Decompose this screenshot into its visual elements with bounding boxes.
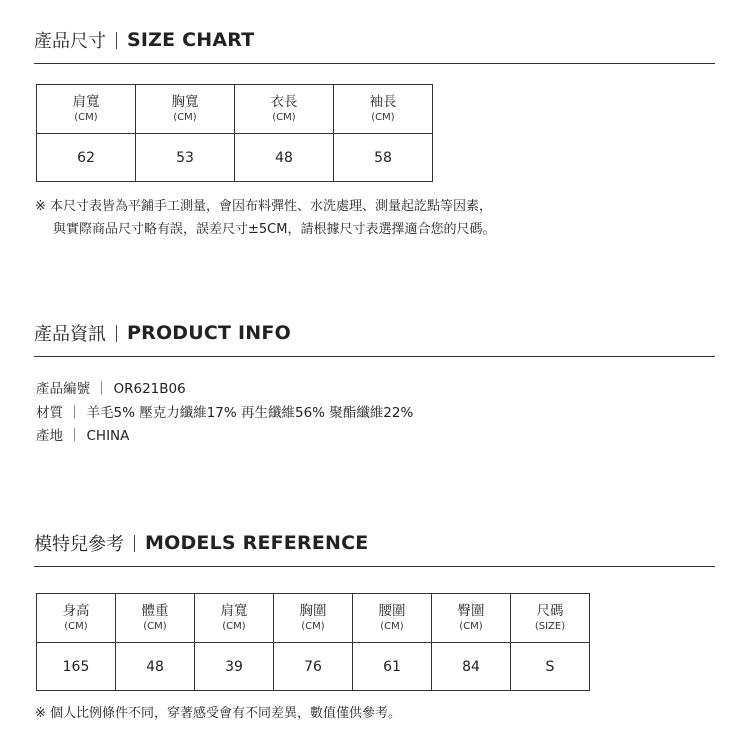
value-cell: 62 xyxy=(37,134,136,182)
table-header-row xyxy=(37,85,433,134)
note-line-1: ※ 本尺寸表皆為平鋪手工測量，會因布料彈性、水洗處理、測量起訖點等因素， xyxy=(35,199,493,214)
value-cell: 61 xyxy=(353,643,432,691)
models-reference-section xyxy=(34,528,715,567)
header-cell xyxy=(195,594,274,643)
header-unit: (CM) xyxy=(74,111,98,123)
table-value-row xyxy=(37,643,590,691)
info-row-origin xyxy=(36,425,413,449)
size-chart-table xyxy=(36,84,433,182)
header-unit: (CM) xyxy=(380,620,404,632)
value-cell: 84 xyxy=(432,643,511,691)
size-chart-title-zh: 產品尺寸 xyxy=(34,31,106,52)
models-reference-title xyxy=(34,528,715,558)
size-chart-title-en: SIZE CHART xyxy=(127,29,255,51)
value-cell: 48 xyxy=(235,134,334,182)
table-header-row xyxy=(37,594,590,643)
info-separator: ｜ xyxy=(68,428,82,444)
value-cell: 165 xyxy=(37,643,116,691)
models-reference-title-en: MODELS REFERENCE xyxy=(145,532,369,554)
header-label: 袖長 xyxy=(369,93,397,110)
header-cell xyxy=(116,594,195,643)
header-unit: (CM) xyxy=(222,620,246,632)
product-info-title-en: PRODUCT INFO xyxy=(127,322,291,344)
title-divider xyxy=(134,535,135,552)
size-chart-section xyxy=(34,25,715,64)
header-unit: (CM) xyxy=(64,620,88,632)
value-cell: 53 xyxy=(136,134,235,182)
product-info-title xyxy=(34,318,715,348)
header-cell xyxy=(353,594,432,643)
section-rule xyxy=(34,566,715,567)
header-cell xyxy=(37,85,136,134)
header-cell xyxy=(136,85,235,134)
header-unit: (SIZE) xyxy=(534,620,566,632)
info-label: 產地 xyxy=(36,428,63,444)
section-rule xyxy=(34,356,715,357)
title-divider xyxy=(116,32,117,49)
info-row-material xyxy=(36,402,413,426)
models-reference-note xyxy=(35,702,401,725)
header-label: 臀圍 xyxy=(457,602,485,619)
info-label: 產品編號 xyxy=(36,381,90,397)
header-cell xyxy=(432,594,511,643)
value-cell: 58 xyxy=(334,134,433,182)
header-unit: (CM) xyxy=(459,620,483,632)
header-label: 肩寬 xyxy=(72,93,100,110)
header-cell xyxy=(334,85,433,134)
header-label: 身高 xyxy=(62,602,90,619)
header-label: 腰圍 xyxy=(378,602,406,619)
models-reference-title-zh: 模特兒參考 xyxy=(34,534,124,555)
note-line-2: 與實際商品尺寸略有誤，誤差尺寸±5CM，請根據尺寸表選擇適合您的尺碼。 xyxy=(53,222,496,237)
section-rule xyxy=(34,63,715,64)
info-value: 羊毛5% 壓克力纖維17% 再生纖維56% 聚酯纖維22% xyxy=(86,404,414,421)
value-cell: 76 xyxy=(274,643,353,691)
info-separator: ｜ xyxy=(68,404,82,421)
header-unit: (CM) xyxy=(143,620,167,632)
info-row-product-code xyxy=(36,378,413,402)
header-cell xyxy=(274,594,353,643)
header-label: 胸寬 xyxy=(171,93,199,110)
value-cell: 48 xyxy=(116,643,195,691)
header-cell xyxy=(37,594,116,643)
header-label: 胸圍 xyxy=(299,602,327,619)
header-label: 尺碼 xyxy=(536,602,564,619)
value-cell: S xyxy=(511,643,590,691)
header-cell xyxy=(235,85,334,134)
info-value: CHINA xyxy=(86,428,130,444)
info-value: OR621B06 xyxy=(113,381,186,397)
header-label: 衣長 xyxy=(270,93,298,110)
product-info-section xyxy=(34,318,715,357)
size-chart-title xyxy=(34,25,715,55)
header-unit: (CM) xyxy=(173,111,197,123)
header-label: 肩寬 xyxy=(220,602,248,619)
value-cell: 39 xyxy=(195,643,274,691)
header-cell xyxy=(511,594,590,643)
header-unit: (CM) xyxy=(301,620,325,632)
header-unit: (CM) xyxy=(272,111,296,123)
product-info-list xyxy=(36,378,413,449)
note-line: ※ 個人比例條件不同，穿著感受會有不同差異，數值僅供參考。 xyxy=(35,706,402,721)
table-value-row xyxy=(37,134,433,182)
info-label: 材質 xyxy=(36,404,63,421)
size-chart-note xyxy=(35,195,495,241)
info-separator: ｜ xyxy=(95,381,109,397)
header-label: 體重 xyxy=(141,602,169,619)
title-divider xyxy=(116,325,117,342)
header-unit: (CM) xyxy=(371,111,395,123)
product-info-title-zh: 產品資訊 xyxy=(34,324,106,345)
models-reference-table xyxy=(36,593,590,691)
